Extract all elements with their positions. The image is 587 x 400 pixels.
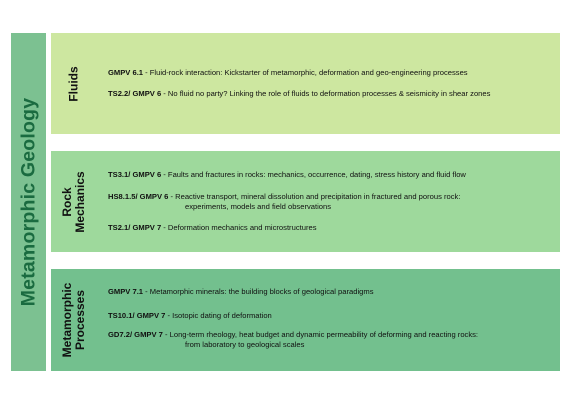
session-code: GMPV 7.1 bbox=[108, 287, 144, 296]
session-text: - Isotopic dating of deformation bbox=[165, 311, 272, 320]
session-text: - Reactive transport, mineral dissolution and precipitation in fractured and porous rock: bbox=[168, 192, 461, 201]
panel-title-line: Rock bbox=[60, 186, 74, 217]
panel-title-line: Metamorphic bbox=[60, 282, 74, 358]
session-code: HS8.1.5/ GMPV 6 bbox=[108, 192, 169, 201]
panel-title-line: Fluids bbox=[66, 65, 81, 102]
panel-rock-mechanics bbox=[51, 151, 560, 252]
panel-label-metamorphic-processes bbox=[51, 269, 97, 371]
session-text: - Faults and fractures in rocks: mechanics, occurrence, dating, stress history and fluid flow bbox=[161, 170, 466, 179]
session-text: - Long-term rheology, heat budget and dynamic permeability of deforming and reacting rocks: bbox=[162, 330, 479, 339]
session-entry bbox=[108, 311, 558, 321]
panel-label-rock-mechanics bbox=[51, 151, 97, 252]
session-code: TS2.1/ GMPV 7 bbox=[108, 223, 162, 232]
panel-title-line: Mechanics bbox=[73, 170, 87, 233]
session-text: - Metamorphic minerals: the building blocks of geological paradigms bbox=[143, 287, 374, 296]
panel-title-line: Processes bbox=[73, 289, 87, 351]
session-code: TS2.2/ GMPV 6 bbox=[108, 89, 162, 98]
session-entry bbox=[108, 89, 558, 99]
session-entry bbox=[108, 170, 558, 180]
sidebar-title: Metamorphic Geology bbox=[17, 97, 39, 307]
session-entry bbox=[108, 287, 558, 297]
session-text-continued: experiments, models and field observations bbox=[185, 201, 332, 211]
panel-metamorphic-processes bbox=[51, 269, 560, 371]
session-entry bbox=[108, 68, 558, 78]
session-text: - Fluid-rock interaction: Kickstarter of metamorphic, deformation and geo-engineering processes bbox=[143, 68, 468, 77]
sidebar-metamorphic-geology bbox=[11, 33, 46, 371]
session-code: GD7.2/ GMPV 7 bbox=[108, 330, 163, 339]
session-entry bbox=[108, 223, 558, 233]
session-entry bbox=[108, 330, 558, 349]
panel-label-fluids bbox=[51, 33, 97, 134]
panel-fluids bbox=[51, 33, 560, 134]
session-text: - Deformation mechanics and microstructures bbox=[161, 223, 317, 232]
session-text-continued: from laboratory to geological scales bbox=[185, 339, 305, 349]
session-code: TS3.1/ GMPV 6 bbox=[108, 170, 162, 179]
session-entry bbox=[108, 192, 558, 211]
session-text: - No fluid no party? Linking the role of fluids to deformation processes & seismicity in shear zones bbox=[161, 89, 491, 98]
session-code: TS10.1/ GMPV 7 bbox=[108, 311, 166, 320]
session-code: GMPV 6.1 bbox=[108, 68, 144, 77]
